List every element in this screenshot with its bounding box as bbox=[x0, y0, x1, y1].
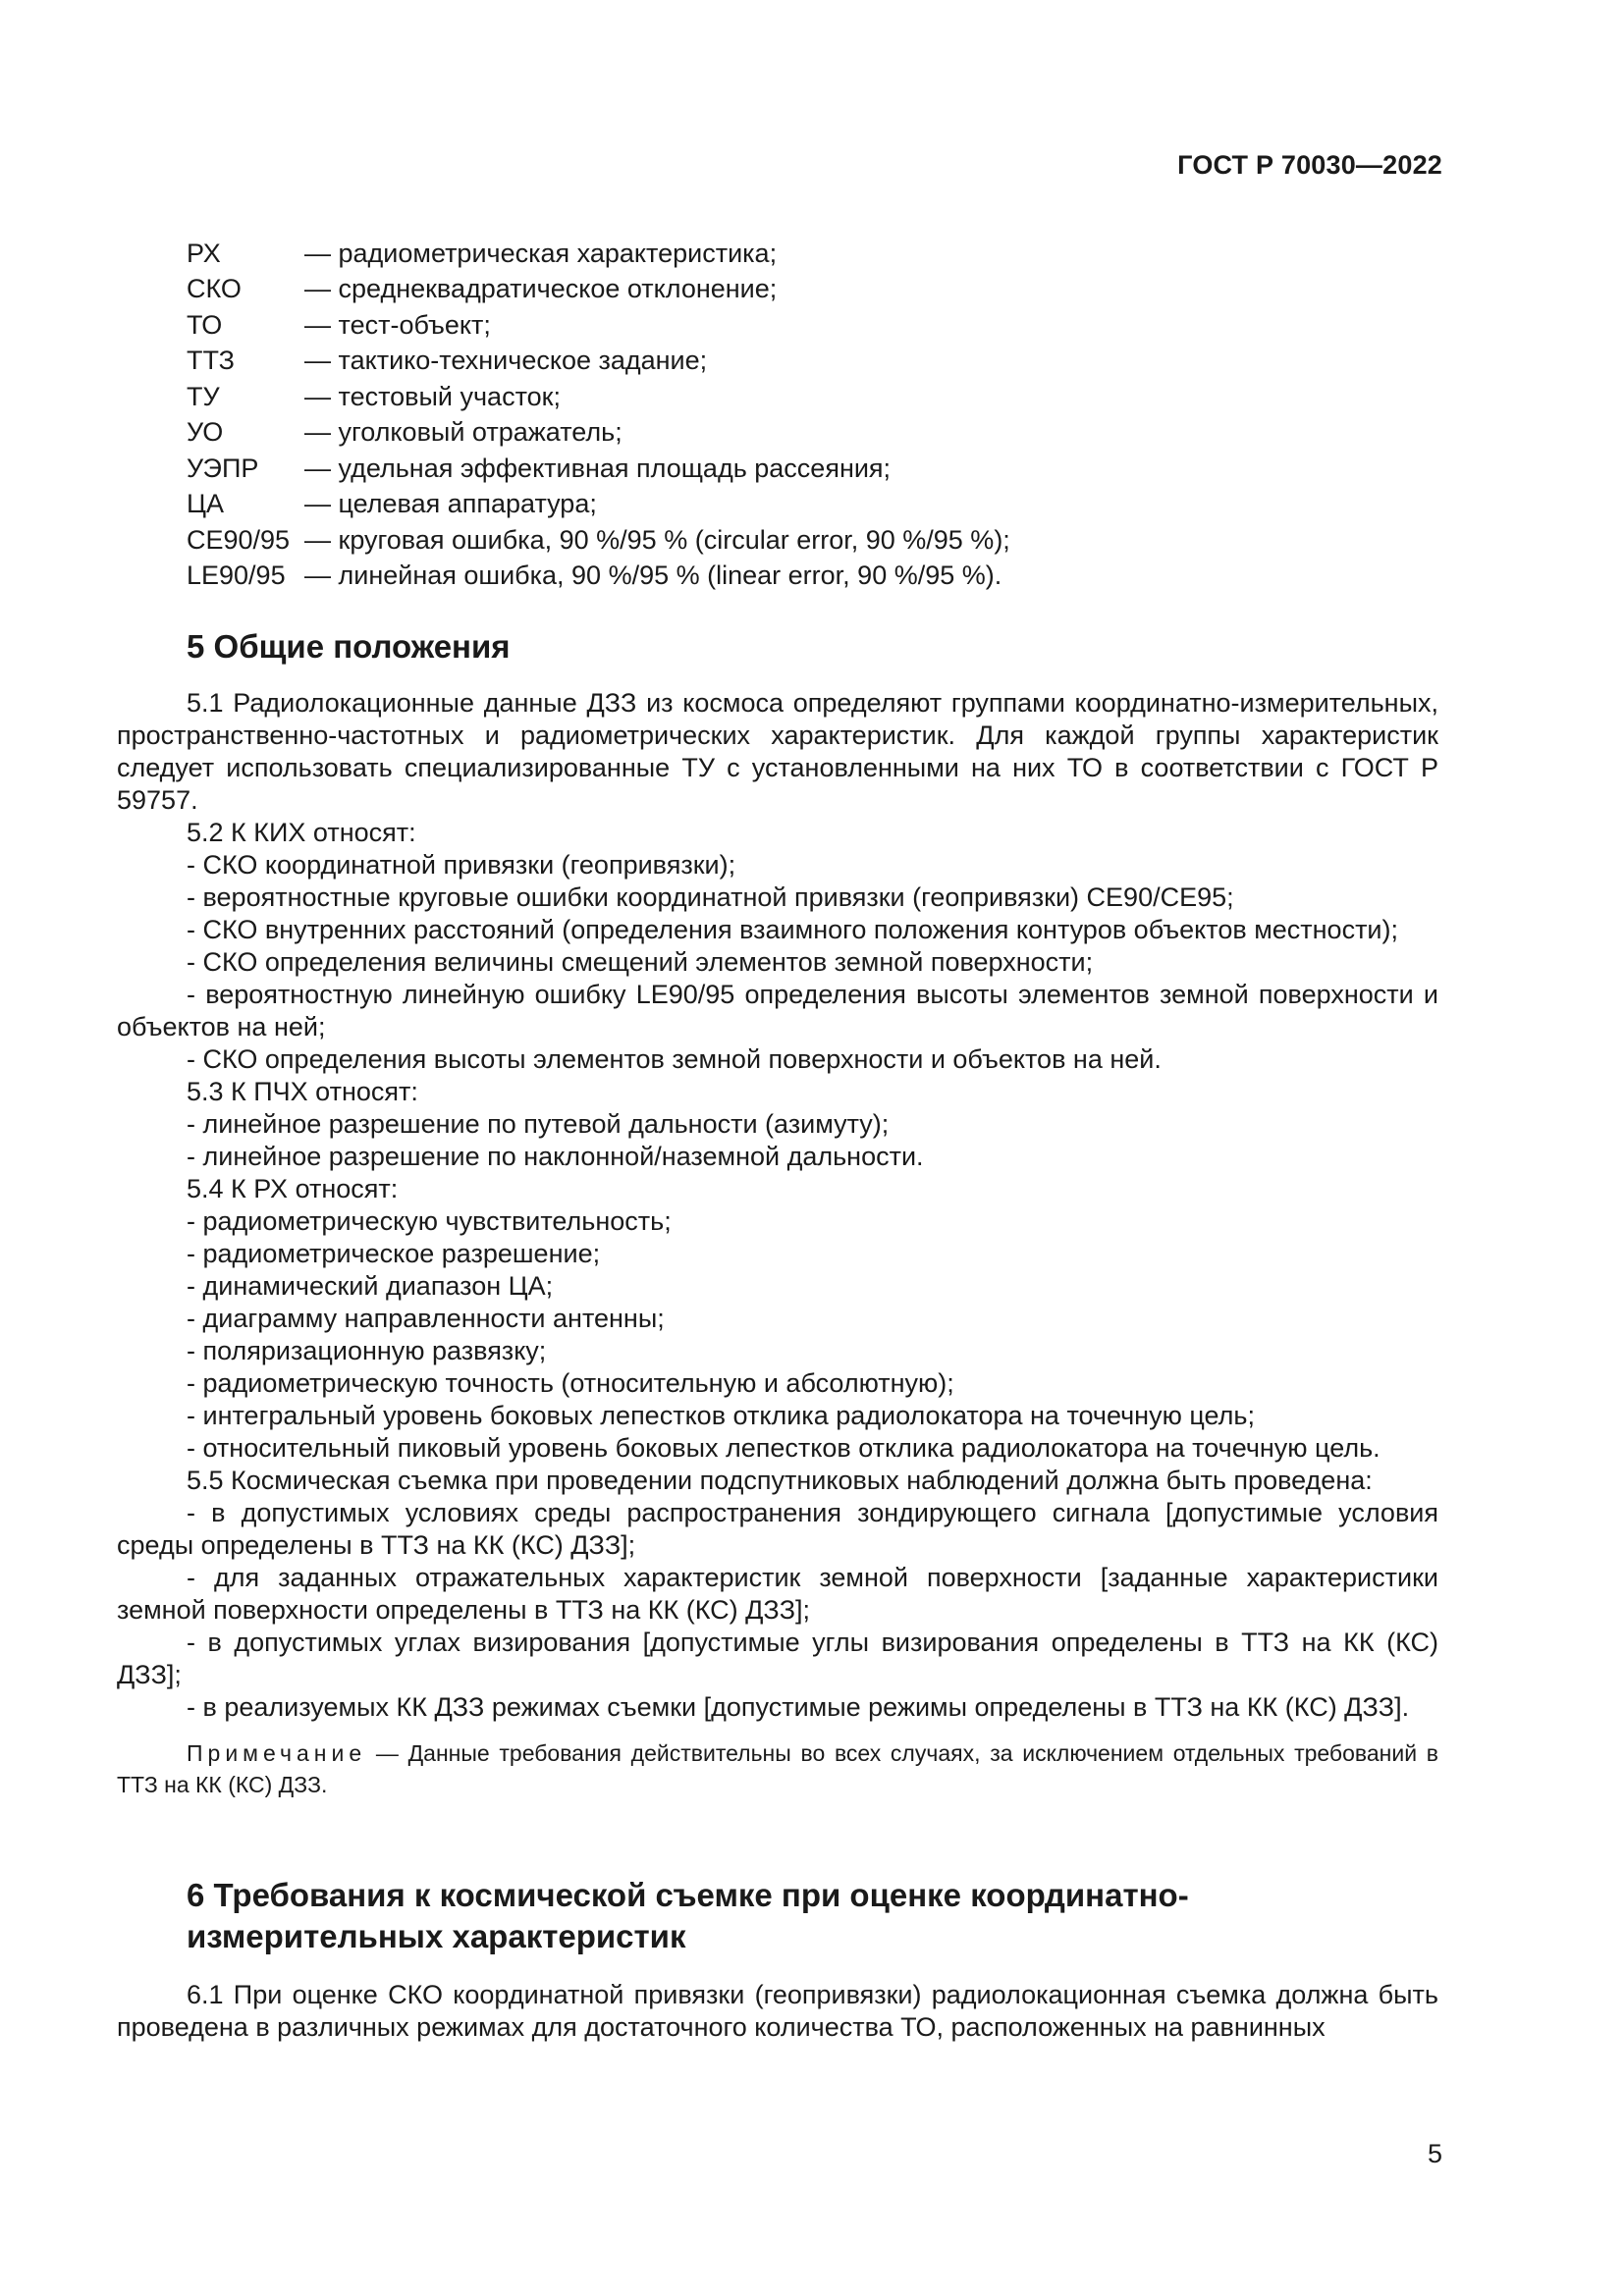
abbreviation-definition: — круговая ошибка, 90 %/95 % (circular error, 90 %/95 %); bbox=[304, 524, 1010, 555]
list-item: - в допустимых углах визирования [допустимые углы визирования определены в ТТЗ на КК (КС) ДЗЗ]; bbox=[117, 1628, 1438, 1689]
abbreviation-definition: — целевая аппаратура; bbox=[304, 489, 597, 519]
section-5-body bbox=[117, 687, 1438, 1800]
list-item: - для заданных отражательных характеристик земной поверхности [заданные характеристики земной поверхности определены в ТТЗ на КК (КС) ДЗЗ]; bbox=[117, 1563, 1438, 1625]
list-item: - радиометрическую точность (относительную и абсолютную); bbox=[187, 1368, 954, 1398]
list-item: - относительный пиковый уровень боковых лепестков отклика радиолокатора на точечную цель. bbox=[187, 1433, 1380, 1463]
abbreviation-item bbox=[187, 415, 1463, 452]
abbreviation-item bbox=[187, 344, 1463, 380]
note bbox=[117, 1737, 1438, 1800]
abbreviation-term: РХ bbox=[187, 238, 221, 268]
abbreviation-item bbox=[187, 307, 1463, 344]
list-item: - СКО координатной привязки (геопривязки); bbox=[187, 850, 736, 880]
list-item: - поляризационную развязку; bbox=[187, 1336, 547, 1365]
abbreviation-definition: — уголковый отражатель; bbox=[304, 417, 623, 448]
abbreviation-term: УО bbox=[187, 417, 224, 448]
paragraph-5-2: 5.2 К КИХ относят: bbox=[187, 818, 416, 847]
abbreviation-item bbox=[187, 559, 1463, 595]
abbreviation-definition: — радиометрическая характеристика; bbox=[304, 238, 778, 268]
abbreviation-term: CE90/95 bbox=[187, 524, 291, 555]
abbreviation-definition: — тест-объект; bbox=[304, 309, 491, 340]
abbreviation-term: ЦА bbox=[187, 489, 224, 519]
list-item: - в реализуемых КК ДЗЗ режимах съемки [допустимые режимы определены в ТТЗ на КК (КС) ДЗЗ]. bbox=[187, 1692, 1410, 1722]
paragraph-6-1: 6.1 При оценке СКО координатной привязки (геопривязки) радиолокационная съемка должна быть проведена в различных режимах для достаточного количества ТО, расположенных на равнинных bbox=[117, 1980, 1438, 2042]
abbreviation-definition: — удельная эффективная площадь рассеяния; bbox=[304, 453, 892, 483]
abbreviation-item bbox=[187, 272, 1463, 308]
abbreviation-term: ТУ bbox=[187, 381, 220, 411]
paragraph-5-3: 5.3 К ПЧХ относят: bbox=[187, 1077, 418, 1106]
abbreviation-term: СКО bbox=[187, 274, 242, 304]
list-item: - СКО определения высоты элементов земной поверхности и объектов на ней. bbox=[187, 1044, 1162, 1074]
paragraph-5-5: 5.5 Космическая съемка при проведении подспутниковых наблюдений должна быть проведена: bbox=[187, 1466, 1373, 1495]
abbreviation-list bbox=[187, 236, 1463, 594]
paragraph-5-1: 5.1 Радиолокационные данные ДЗЗ из космоса определяют группами координатно-измерительных, пространственно-частотных и радиометрических характеристик. Для каждой группы характеристик следует использовать специализированные ТУ с установленными на них ТО в соответствии с ГОСТ Р 59757. bbox=[117, 688, 1438, 815]
document-header: ГОСТ Р 70030—2022 bbox=[1177, 150, 1442, 180]
list-item: - СКО определения величины смещений элементов земной поверхности; bbox=[187, 947, 1094, 977]
abbreviation-definition: — линейная ошибка, 90 %/95 % (linear error, 90 %/95 %). bbox=[304, 561, 1002, 591]
list-item: - вероятностные круговые ошибки координатной привязки (геопривязки) CE90/CE95; bbox=[187, 882, 1234, 912]
list-item: - в допустимых условиях среды распространения зондирующего сигнала [допустимые условия среды определены в ТТЗ на КК (КС) ДЗЗ]; bbox=[117, 1498, 1438, 1560]
list-item: - линейное разрешение по наклонной/наземной дальности. bbox=[187, 1142, 924, 1171]
abbreviation-item bbox=[187, 487, 1463, 523]
section-6-title bbox=[187, 1875, 1189, 1957]
list-item: - радиометрическую чувствительность; bbox=[187, 1206, 672, 1236]
list-item: - вероятностную линейную ошибку LE90/95 определения высоты элементов земной поверхности и объектов на ней; bbox=[117, 980, 1438, 1041]
abbreviation-term: УЭПР bbox=[187, 453, 259, 483]
section-6-title-line: 6 Требования к космической съемке при оценке координатно- bbox=[187, 1877, 1189, 1913]
list-item: - СКО внутренних расстояний (определения взаимного положения контуров объектов местности); bbox=[187, 915, 1399, 944]
section-6-body bbox=[117, 1979, 1438, 2044]
abbreviation-item bbox=[187, 236, 1463, 272]
list-item: - динамический диапазон ЦА; bbox=[187, 1271, 554, 1301]
section-5-title: 5 Общие положения bbox=[187, 628, 511, 665]
list-item: - интегральный уровень боковых лепестков отклика радиолокатора на точечную цель; bbox=[187, 1401, 1255, 1430]
list-item: - диаграмму направленности антенны; bbox=[187, 1304, 665, 1333]
abbreviation-term: LE90/95 bbox=[187, 561, 286, 591]
note-text: — Данные требования действительны во всех случаях, за исключением отдельных требований в ТТЗ на КК (КС) ДЗЗ. bbox=[117, 1740, 1438, 1797]
abbreviation-definition: — тестовый участок; bbox=[304, 381, 561, 411]
abbreviation-definition: — тактико-техническое задание; bbox=[304, 346, 708, 376]
list-item: - линейное разрешение по путевой дальности (азимуту); bbox=[187, 1109, 890, 1139]
abbreviation-item bbox=[187, 379, 1463, 415]
section-6-title-line: измерительных характеристик bbox=[187, 1918, 686, 1954]
list-item: - радиометрическое разрешение; bbox=[187, 1239, 601, 1268]
note-label: Примечание bbox=[187, 1740, 367, 1766]
abbreviation-item bbox=[187, 522, 1463, 559]
abbreviation-item bbox=[187, 451, 1463, 487]
abbreviation-term: ТО bbox=[187, 309, 223, 340]
page-number: 5 bbox=[1427, 2139, 1442, 2168]
abbreviation-term: ТТЗ bbox=[187, 346, 235, 376]
paragraph-5-4: 5.4 К РХ относят: bbox=[187, 1174, 399, 1203]
abbreviation-definition: — среднеквадратическое отклонение; bbox=[304, 274, 778, 304]
